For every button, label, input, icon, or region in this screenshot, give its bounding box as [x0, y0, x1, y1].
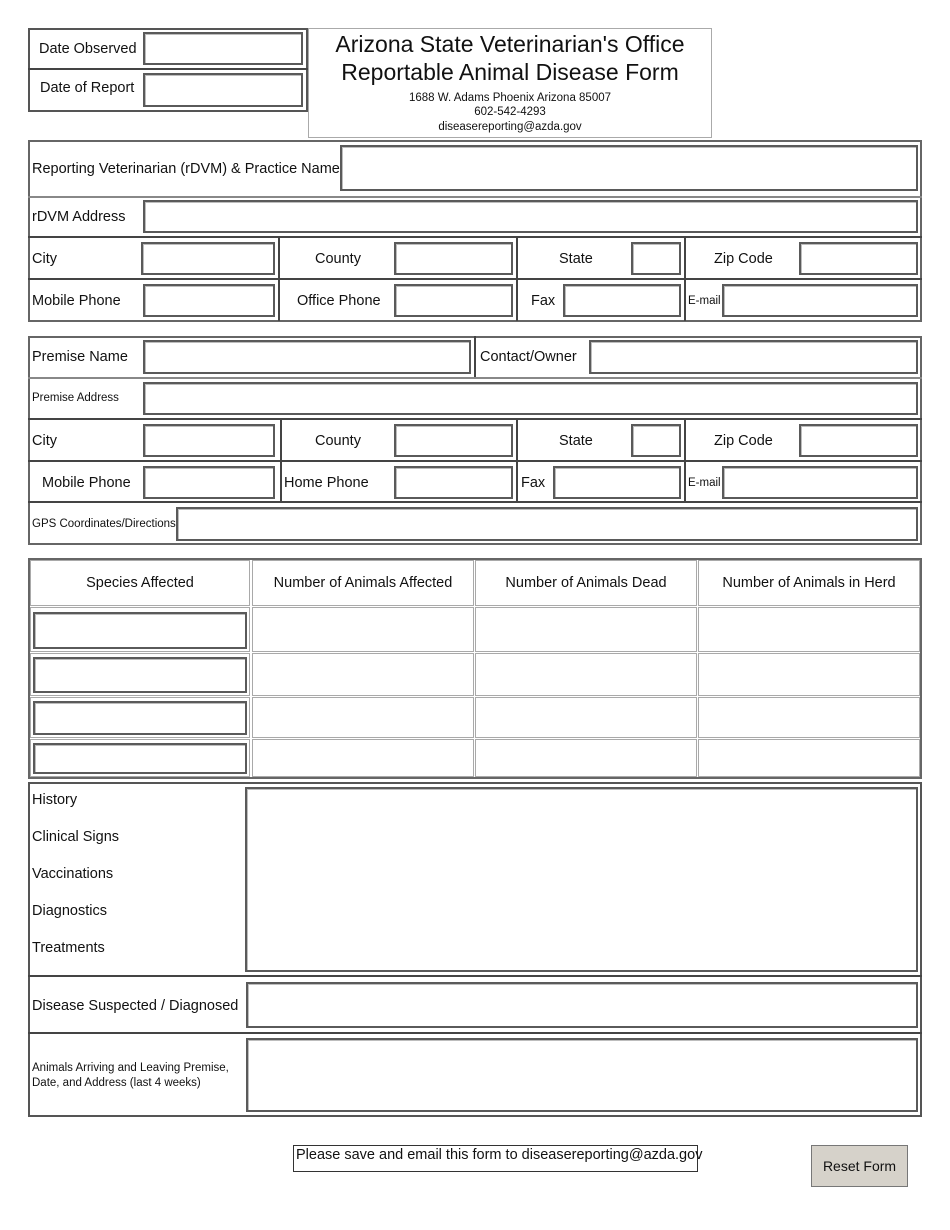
date-observed-label: Date Observed [39, 41, 137, 57]
contact-owner-input[interactable] [589, 340, 918, 374]
rdvm-state-input[interactable] [631, 242, 681, 275]
herd-input-2[interactable] [698, 653, 920, 696]
agency-email: diseasereporting@azda.gov [438, 120, 582, 133]
rdvm-office-phone-label: Office Phone [297, 293, 381, 309]
rdvm-county-label: County [315, 251, 361, 267]
agency-header [308, 28, 712, 138]
rdvm-name-input[interactable] [340, 145, 918, 191]
rdvm-fax-label: Fax [531, 293, 556, 309]
reset-form-button[interactable]: Reset Form [811, 1145, 908, 1187]
home-phone-input[interactable] [394, 466, 513, 499]
email-instruction-text: Please save and email this form to diseasereporting@azda.gov [296, 1147, 703, 1163]
rdvm-address-input[interactable] [143, 200, 918, 233]
clinical-notes-textarea[interactable] [245, 787, 918, 972]
rdvm-name-label: Reporting Veterinarian (rDVM) & Practice Name [32, 161, 340, 177]
rdvm-zip-label: Zip Code [714, 251, 773, 267]
header-species-text: Species Affected [86, 575, 194, 591]
premise-mobile-input[interactable] [143, 466, 275, 499]
date-of-report-label: Date of Report [40, 80, 135, 96]
clinical-signs-label: Clinical Signs [32, 829, 120, 845]
premise-city-label: City [32, 433, 57, 449]
history-label: History [32, 792, 78, 808]
gps-label: GPS Coordinates/Directions [32, 518, 176, 530]
premise-email-label: E-mail [688, 477, 721, 489]
rdvm-city-input[interactable] [141, 242, 275, 275]
header-dead [475, 560, 697, 606]
rdvm-zip-input[interactable] [799, 242, 918, 275]
premise-zip-input[interactable] [799, 424, 918, 457]
premise-address-label: Premise Address [32, 392, 119, 404]
premise-county-input[interactable] [394, 424, 513, 457]
species-input-3[interactable] [33, 701, 247, 735]
premise-name-label: Premise Name [32, 349, 128, 365]
header-species [30, 560, 250, 606]
premise-zip-label: Zip Code [714, 433, 773, 449]
contact-owner-label: Contact/Owner [480, 349, 577, 365]
rdvm-office-phone-input[interactable] [394, 284, 513, 317]
rdvm-fax-input[interactable] [563, 284, 681, 317]
form-title-line2: Reportable Animal Disease Form [341, 59, 679, 86]
gps-input[interactable] [176, 507, 918, 541]
rdvm-email-input[interactable] [722, 284, 918, 317]
animal-movement-label-line2: Date, and Address (last 4 weeks) [32, 1077, 201, 1089]
rdvm-address-label: rDVM Address [32, 209, 126, 225]
herd-input-1[interactable] [698, 607, 920, 652]
species-input-4[interactable] [33, 743, 247, 774]
header-herd [698, 560, 920, 606]
premise-name-input[interactable] [143, 340, 471, 374]
animal-movement-label-line1: Animals Arriving and Leaving Premise, [32, 1062, 229, 1074]
affected-input-1[interactable] [252, 607, 474, 652]
animal-movement-textarea[interactable] [246, 1038, 918, 1112]
affected-input-3[interactable] [252, 697, 474, 738]
header-affected-text: Number of Animals Affected [273, 575, 453, 591]
agency-phone: 602-542-4293 [474, 106, 546, 119]
premise-state-label: State [559, 433, 593, 449]
premise-county-label: County [315, 433, 361, 449]
rdvm-state-label: State [559, 251, 593, 267]
header-herd-text: Number of Animals in Herd [722, 575, 896, 591]
diagnostics-label: Diagnostics [32, 903, 107, 919]
rdvm-mobile-input[interactable] [143, 284, 275, 317]
rdvm-county-input[interactable] [394, 242, 513, 275]
species-input-1[interactable] [33, 612, 247, 649]
dead-input-3[interactable] [475, 697, 697, 738]
dead-input-4[interactable] [475, 739, 697, 777]
treatments-label: Treatments [32, 940, 105, 956]
herd-input-4[interactable] [698, 739, 920, 777]
affected-input-4[interactable] [252, 739, 474, 777]
affected-input-2[interactable] [252, 653, 474, 696]
herd-input-3[interactable] [698, 697, 920, 738]
premise-state-input[interactable] [631, 424, 681, 457]
disease-suspected-input[interactable] [246, 982, 918, 1028]
rdvm-email-label: E-mail [688, 295, 721, 307]
rdvm-mobile-label: Mobile Phone [32, 293, 121, 309]
header-dead-text: Number of Animals Dead [505, 575, 667, 591]
premise-fax-label: Fax [521, 475, 546, 491]
agency-address: 1688 W. Adams Phoenix Arizona 85007 [408, 91, 612, 104]
header-affected [252, 560, 474, 606]
email-instruction [293, 1145, 703, 1172]
premise-mobile-label: Mobile Phone [42, 475, 131, 491]
dead-input-1[interactable] [475, 607, 697, 652]
rdvm-city-label: City [32, 251, 57, 267]
premise-address-input[interactable] [143, 382, 918, 415]
species-input-2[interactable] [33, 657, 247, 693]
date-observed-input[interactable] [143, 32, 303, 65]
premise-city-input[interactable] [143, 424, 275, 457]
premise-email-input[interactable] [722, 466, 918, 499]
form-title-line1: Arizona State Veterinarian's Office [335, 31, 685, 57]
date-of-report-input[interactable] [143, 73, 303, 107]
dead-input-2[interactable] [475, 653, 697, 696]
disease-suspected-label: Disease Suspected / Diagnosed [32, 998, 239, 1014]
premise-fax-input[interactable] [553, 466, 681, 499]
vaccinations-label: Vaccinations [32, 866, 114, 882]
home-phone-label: Home Phone [284, 475, 369, 491]
